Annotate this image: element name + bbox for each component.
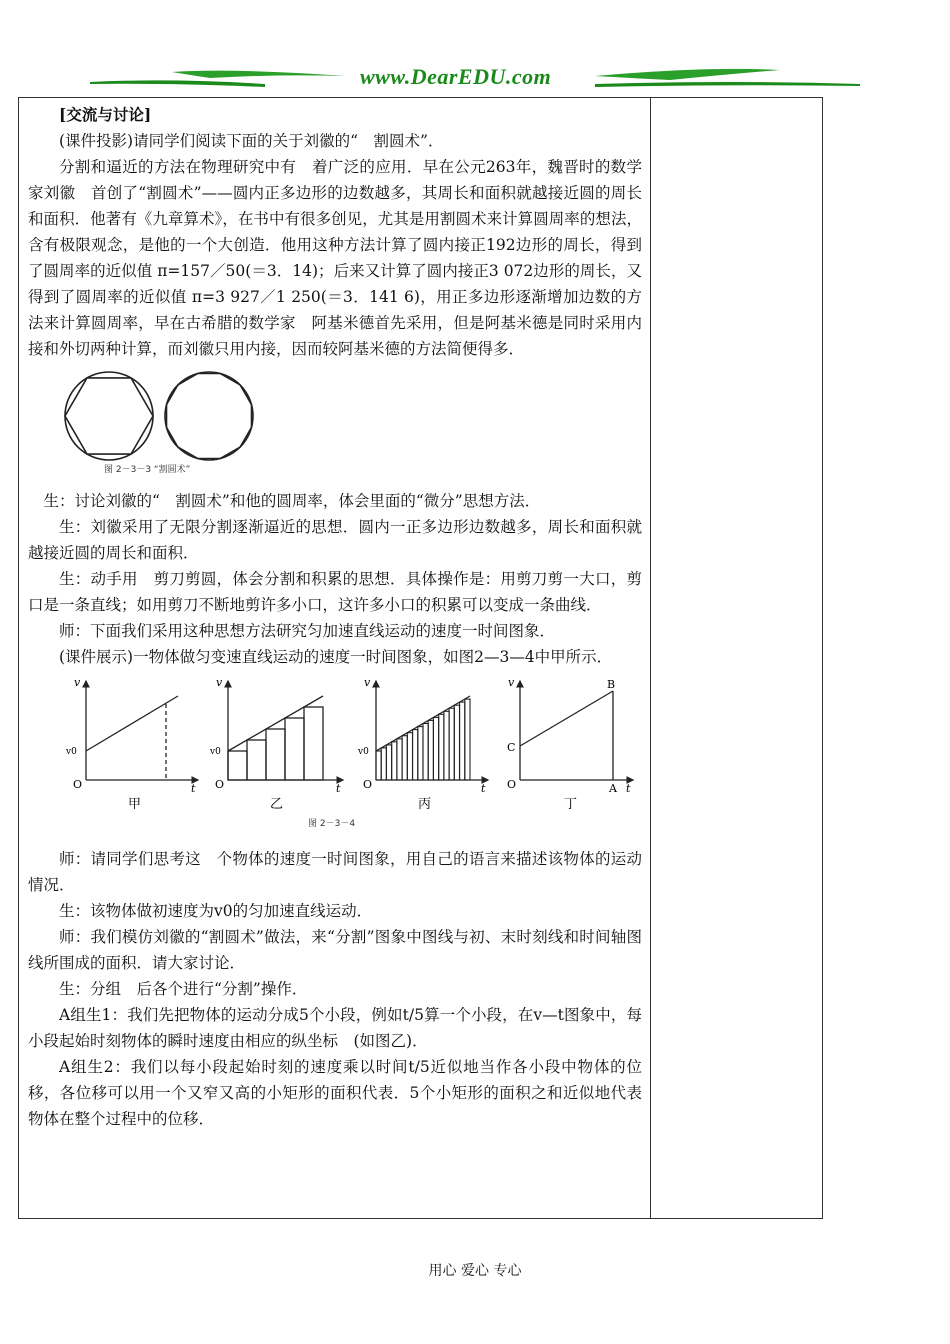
paragraph-student-group: 生：分组 后各个进行“分割”操作． [59,980,308,998]
graph-yi-v0: v0 [210,747,221,757]
graph-jia-axis-v: v [74,676,81,689]
paragraph-teacher-3: 师：我们模仿刘徽的“割圆术”做法，来“分割”图象中图线与初、末时刻线和时间轴图线所围成的面积．请大家讨论． [28,928,642,972]
graph-bing-axis-t: t [481,782,486,795]
graph-jia-label: 甲 [128,797,142,812]
graph-bing-bar [444,711,449,780]
graph-jia [86,681,198,780]
paragraph-intro: (课件投影)请同学们阅读下面的关于刘徽的“ 割圆术”． [59,132,444,150]
figure-circle-polygons [64,368,264,480]
site-logo-text[interactable]: www.DearEDU.com [360,64,552,89]
graph-bing-bar [454,705,459,780]
paragraph-student-v0: 生：该物体做初速度为v0的匀加速直线运动． [59,902,373,920]
figure1-caption: 图 2－3－3 “割圆术” [104,465,191,475]
paragraph-liuhui: 分割和逼近的方法在物理研究中有 着广泛的应用．早在公元263年，魏晋时的数学家刘徽 首创了“割圆术”——圆内正多边形的边数越多，其周长和面积就越接近圆的周长和面积．他著有《九章算术》，在书中有很多创见，尤其是用割圆术来计算圆周率的想法，含有极限观念，是他的一个大创造．他用这种方法计算了圆内接正192边形的周长，得到了圆周率的近似值 π=157／50(＝3．14)；后来又计算了圆内接正3 072边形的周长，又得到了圆周率的近似值 π=3 927／1 250(＝3．141 6)，用正多边形逐渐增加边数的方法来计算圆周率，早在古希腊的数学家 阿基米德首先采用，但是阿基米德是同时采用内接和外切两种计算，而刘徽只用内接，因而较阿基米德的方法简便得多． [28,158,642,358]
main-content [28,102,642,1132]
graph-bing-origin: O [363,778,373,791]
graph-bing-bar [407,733,412,780]
graph-bing-bar [418,727,423,780]
graph-bing-bar [402,736,407,780]
graph-bing-bar [376,751,381,780]
graph-bing-label: 丙 [418,797,432,812]
figure-vt-graphs [58,676,648,836]
graph-jia-origin: O [73,778,83,791]
paragraph-group-a-1: A组生1：我们先把物体的运动分成5个小段，例如t/5算一个小段，在v—t图象中，每小段起始时刻物体的瞬时速度由相应的纵坐标 (如图乙)． [28,1006,642,1050]
graph-ding-label: 丁 [564,797,578,812]
graph-jia-axis-t: t [191,782,196,795]
graph-ding-origin: O [507,778,517,791]
graph-yi-label: 乙 [270,797,284,812]
graph-yi-origin: O [215,778,225,791]
graph-yi [228,681,343,780]
table-column-divider [650,97,651,1219]
graph-bing-bar [413,730,418,780]
graph-bing-bar [397,739,402,780]
graph-bing [376,681,488,780]
figure2-caption: 图 2－3－4 [308,819,356,829]
graph-ding-point-c: C [507,741,516,754]
graph-ding-axis-t: t [626,782,631,795]
page-footer: 用心 爱心 专心 [428,1263,522,1279]
graph-bing-bar [460,702,465,780]
paragraph-student-discuss: 生：讨论刘徽的“ 割圆术”和他的圆周率，体会里面的“微分”思想方法． [43,492,541,510]
circle-left [65,372,153,460]
graph-bing-bar [423,724,428,781]
graph-bing-bar [428,720,433,780]
graph-bing-bar [465,699,470,780]
page-header [90,60,860,92]
graph-ding [520,681,633,780]
paragraph-courseware: (课件展示)一物体做匀变速直线运动的速度一时间图象，如图2—3—4中甲所示． [59,648,613,666]
paragraph-group-a-2: A组生2：我们以每小段起始时刻的速度乘以时间t/5近似地当作各小段中物体的位移，各位移可以用一个又窄又高的小矩形的面积代表．5个小矩形的面积之和近似地代表物体在整个过程中的位移． [28,1058,642,1128]
hexagon-inscribed [65,378,153,454]
graph-ding-point-b: B [607,678,616,691]
graph-bing-v0: v0 [358,747,369,757]
graph-yi-axis-t: t [336,782,341,795]
graph-bing-bar [433,717,438,780]
graph-ding-point-a: A [609,782,617,795]
graph-bing-bar [381,748,386,780]
graph-bing-bar [449,708,454,780]
graph-jia-v0: v0 [66,747,77,757]
paragraph-student-cut: 生：动手用 剪刀剪圆，体会分割和积累的思想．具体操作是：用剪刀剪一大口，剪口是一条直线；如用剪刀不断地剪许多小口，这许多小口的积累可以变成一条曲线． [28,570,642,614]
graph-ding-axis-v: v [508,676,515,689]
graph-yi-axis-v: v [216,676,223,689]
paragraph-student-answer: 生：刘徽采用了无限分割逐渐逼近的思想．圆内一正多边形边数越多，周长和面积就越接近圆的周长和面积． [28,518,642,562]
section-title: [交流与讨论] [59,105,152,124]
graph-bing-bar [439,714,444,780]
graph-bing-bar [386,745,391,780]
graph-bing-axis-v: v [364,676,371,689]
paragraph-teacher-1: 师：下面我们采用这种思想方法研究匀加速直线运动的速度一时间图象． [59,622,556,640]
dodecagon-inscribed [167,374,252,459]
paragraph-teacher-2: 师：请同学们思考这 个物体的速度一时间图象，用自己的语言来描述该物体的运动情况． [28,850,642,894]
graph-bing-bar [392,742,397,780]
